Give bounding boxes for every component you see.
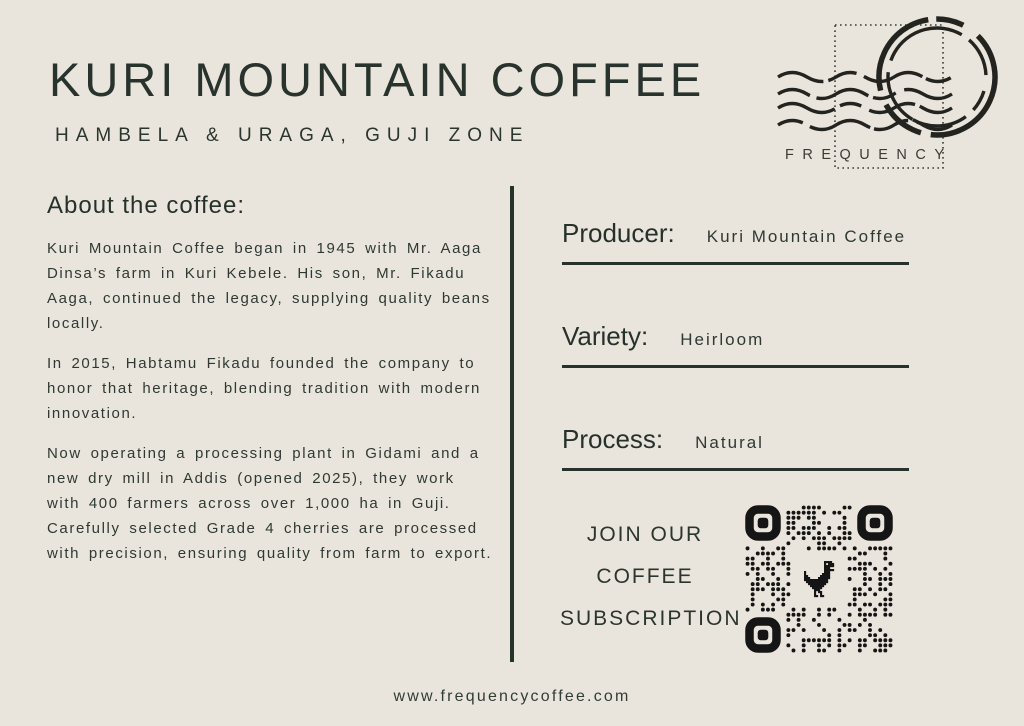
coffee-details	[562, 218, 909, 527]
field-value: Natural	[695, 433, 764, 452]
stamp-brand-label: FREQUENCY	[785, 147, 953, 163]
field-value: Heirloom	[680, 330, 765, 349]
column-divider	[510, 186, 514, 662]
field-process	[562, 424, 909, 471]
postal-stamp-icon	[762, 6, 1012, 176]
about-paragraph: Now operating a processing plant in Gidami and a new dry mill in Addis (opened 2025), they work with 400 farmers across over 1,000 ha in Guji. Carefully selected Grade 4 cherries are processed with precision, ensuring quality from farm to export.	[47, 445, 493, 562]
about-paragraph: In 2015, Habtamu Fikadu founded the company to honor that heritage, blending tradition with modern innovation.	[47, 355, 481, 422]
page-title: KURI MOUNTAIN COFFEE	[49, 53, 706, 106]
footer-url: www.frequencycoffee.com	[393, 688, 631, 705]
page-subtitle: HAMBELA & URAGA, GUJI ZONE	[55, 125, 530, 146]
field-label: Producer:	[562, 218, 675, 248]
about-section	[47, 192, 495, 581]
subscription-line: JOIN OUR	[586, 523, 704, 546]
field-producer	[562, 218, 909, 265]
subscription-text	[560, 514, 742, 640]
subscription-line: COFFEE	[596, 565, 694, 588]
stamp-wave-lines	[778, 73, 952, 130]
subscription-line: SUBSCRIPTION	[560, 607, 742, 630]
field-label: Process:	[562, 424, 664, 454]
qr-code-with-dino-icon	[745, 505, 893, 653]
about-paragraph: Kuri Mountain Coffee began in 1945 with Mr. Aaga Dinsa’s farm in Kuri Kebele. His son, Mr. Fikadu Aaga, continued the legacy, supplying quality beans locally.	[47, 240, 491, 332]
field-variety	[562, 321, 909, 368]
about-heading: About the coffee:	[47, 192, 246, 219]
field-label: Variety:	[562, 321, 649, 351]
field-value: Kuri Mountain Coffee	[706, 227, 907, 246]
